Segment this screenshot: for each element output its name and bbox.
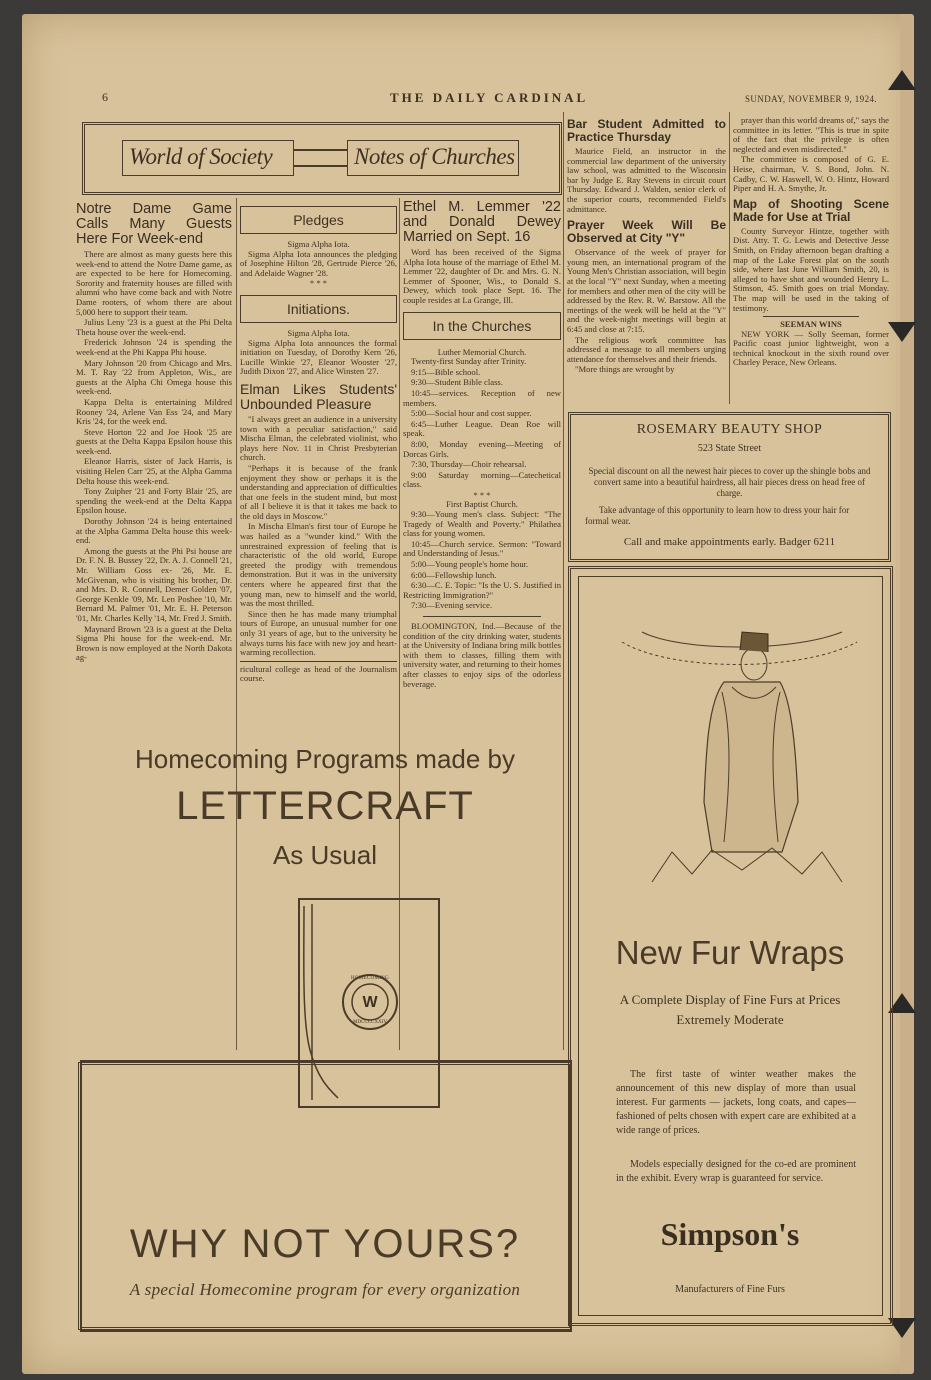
ad-slogan: WHY NOT YOURS? [129, 1222, 521, 1266]
bar-headline: Bar Student Admitted to Practice Thursday [567, 117, 726, 144]
schedule-line: 9:30—Young men's class. Subject: "The Tragedy of Wealth and Poverty." Philathea class for young women. [403, 509, 561, 539]
article-paragraph: Mary Johnson '20 from Chicago and Mrs. M. T. Ray '22 from Appleton, Wis., are guests at the Alpha Chi Omega house this week-end. [76, 357, 232, 397]
article-paragraph: Maynard Brown '23 is a guest at the Delta Sigma Phi house for the week-end. Mr. Brown is now employed at the North Dakota ag- [76, 623, 232, 663]
ad-text: Take advantage of this opportunity to learn how to dress your hair for formal wear. [585, 505, 850, 526]
pledges-column [240, 206, 397, 685]
corner-marker-icon [888, 322, 916, 342]
corner-marker-icon [888, 70, 916, 90]
ad-subheadline: As Usual [272, 840, 378, 870]
article-paragraph: prayer than this world dreams of," says the committee in its letter. "This is true in spite of the fact that the privilege is often neglected and even misdirected." [733, 115, 889, 154]
bloomington-text: BLOOMINGTON, Ind.—Because of the condition of the city drinking water, students at the University of Indiana bring milk bottles with them to classes, filling them with university water, and returning to their homes after classes to enjoy sips of the odorless beverage. [403, 621, 561, 689]
lemmer-headline: Ethel M. Lemmer '22 and Donald Dewey Married on Sept. 16 [403, 199, 561, 245]
article-paragraph: Julius Leny '23 is a guest at the Phi Delta Theta house over the week-end. [76, 317, 232, 337]
church-name: Luther Memorial Church. [437, 346, 527, 357]
banner-right-title: Notes of Churches [354, 144, 515, 169]
article-paragraph: In Mischa Elman's first tour of Europe he was hailed as a "wunder kind." With the unrestrained expression of feeling that is characteristic of the old world, Europe greeted the prodigy with tremendous demonstration. But it was in the university centers where he appeared first that the young man, new to himself and the world, was the most thrilled. [240, 521, 397, 609]
org-name: Sigma Alpha Iota. [287, 327, 350, 338]
initiations-header-box [240, 295, 397, 323]
schedule-line: 10:45—Church service. Sermon: "Toward and Understanding of Jesus." [403, 538, 561, 559]
divider [240, 661, 397, 662]
fur-body: The first taste of winter weather makes the announcement of this new display of more than usual interest. Fur garments — jackets, long coats, and capes—fashioned of pelts chosen with expert care are exhibited at a wide range of prices. [616, 1069, 856, 1136]
schedule-line: 5:00—Young people's home hour. [411, 559, 529, 570]
article-paragraph: There are almost as many guests here this week-end to attend the Notre Dame game, as are expected to be here for Homecoming. Sorority and fraternity houses are filled with alumni who have come back and with Notre Dame rooters, of whom there are about 5,000 here to support their team. [76, 249, 232, 317]
newspaper-title: THE DAILY CARDINAL [390, 90, 589, 105]
map-text: County Surveyor Hintze, together with Dist. Atty. T. G. Lewis and Detective Jesse Smith, on Friday afternoon began drafting a map of the Lake Forest plat on the south side, where last June William Smith, 20, is alleged to have shot and wounded Henry L. Stimson, 45. Smith goes on trial Monday. The map will be used in the taking of testimony. [733, 225, 889, 313]
separator-stars: * * * [473, 489, 491, 500]
news-column-right [733, 116, 889, 369]
page-number: 6 [102, 90, 108, 104]
pledges-heading: Pledges [293, 212, 344, 228]
divider [763, 316, 859, 317]
article-paragraph: "Perhaps it is because of the frank enjoyment they show or perhaps it is the understanding and appreciation of difficulties that one feels in the student mind, but most of all I believe it is that it takes me back to the old days in Moscow." [240, 462, 397, 521]
seal-bottom-text: MDCCCCXXIV [353, 1020, 387, 1025]
seal-top-text: HOMECOMING [351, 976, 389, 981]
article-headline: Notre Dame Game Calls Many Guests Here For Week-end [76, 201, 232, 247]
churches-header-box [403, 312, 561, 340]
rosemary-ad [568, 412, 891, 562]
seeman-text: NEW YORK — Solly Seeman, former Pacific coast junior lightweight, won a technical knockout in the sixth round over Charley Perace, New Orleans. [733, 328, 889, 368]
schedule-line: 6:00—Fellowship lunch. [411, 569, 497, 580]
initiations-text: Sigma Alpha Iota announces the formal initiation on Tuesday, of Dorothy Kern '26, Lucille Winkie '27, Eleanor Wooster '27, Judith Dixon '27, and Alice Winsten '27. [240, 337, 397, 377]
society-column [76, 202, 232, 664]
simpsons-logo: Simpson's [660, 1216, 800, 1252]
churches-heading: In the Churches [432, 317, 532, 334]
schedule-line: 10:45—services. Reception of new members. [403, 387, 561, 408]
article-paragraph: Steve Horton '22 and Joe Hook '25 are guests at the Delta Kappa Epsilon house this week-end. [76, 426, 232, 456]
banner-connector [293, 149, 347, 167]
ad-call-to-action: Call and make appointments early. Badger 6211 [623, 536, 836, 548]
issue-date: SUNDAY, NOVEMBER 9, 1924. [745, 94, 878, 104]
article-paragraph: Among the guests at the Phi Psi house are Dr. F. N. B. Bussey '22, Dr. A. J. Connell '21, Mr. William Goss ex- '26, Mr. E. McGivenan, who is visiting his brother, Dr. and Mrs. D. R. Connell, Demer Golden '07, George Kenkle '09, Mr. Len Poshee '10, Mr. Bernard M. Palmer '01, Mr. E. H. Peterson '01, Mr. Charles Kelly '14, Mr. Fred J. Smith. [76, 545, 232, 623]
article-paragraph: "More things are wrought by [575, 364, 675, 375]
fur-headline: New Fur Wraps [615, 934, 845, 971]
banner-right-box [347, 140, 519, 176]
fur-body: Models especially designed for the co-ed are prominent in the exhibit. Every wrap is guaranteed for service. [616, 1159, 856, 1184]
schedule-line: 9:30—Student Bible class. [411, 377, 503, 388]
map-headline: Map of Shooting Scene Made for Use at Trial [733, 196, 889, 224]
initiations-heading: Initiations. [286, 300, 351, 317]
fur-subheadline: A Complete Display of Fine Furs at Prices Extremely Moderate [619, 992, 841, 1027]
seal-letter: W [362, 994, 378, 1011]
schedule-line: 9:00 Saturday morning—Catechetical class. [403, 469, 561, 490]
society-banner [82, 122, 562, 195]
carry-over-text: ricultural college as head of the Journalism course. [240, 663, 397, 684]
schedule-line: 7:30—Evening service. [411, 600, 493, 611]
bar-text: Maurice Field, an instructor in the commercial law department of the university law school, was admitted to the Wisconsin bar by Judge E. Ray Stevens in circuit court Thursday. Edward J. Walden, senior clerk of the superior courts, recommended Field's admittance. [567, 146, 726, 214]
article-paragraph: "I always greet an audience in a university town with a peculiar satisfaction," said Mischa Elman, the celebrated violinist, who plays here Nov. 11 in Christ Presbyterian church. [240, 413, 397, 463]
banner-left-box [122, 140, 294, 176]
schedule-line: 7:30, Thursday—Choir rehearsal. [411, 459, 527, 470]
org-name: Sigma Alpha Iota. [287, 239, 350, 249]
article-paragraph: Observance of the week of prayer for young men, an international program of the Young Men's Christian association, will begin at the local "Y" next Sunday, when a meeting for members and other men of the city will be addressed by the Rev. R. W. Barstow. All the meetings of the week will be held at the "Y" and the week-night meetings will begin at 6:45 and close at 7:15. [567, 247, 726, 334]
separator-stars: * * * [309, 278, 328, 289]
lemmer-text: Word has been received of the Sigma Alpha Iota house of the marriage of Ethel M. Lemmer '22, daughter of Dr. and Mrs. G. N. Lemmer of Spooner, Wis., to Donald S. Dewey, which took place Sept. 16. The couple resides at La Grange, Ill. [403, 247, 561, 305]
column-rule [729, 112, 730, 404]
news-column [567, 118, 726, 376]
article-paragraph: Frederick Johnson '24 is spending the week-end at the Phi Kappa Phi house. [76, 337, 232, 357]
schedule-line: 8:00, Monday evening—Meeting of Dorcas Girls. [403, 438, 561, 459]
ad-headline: Homecoming Programs made by [134, 744, 516, 774]
shop-name: ROSEMARY BEAUTY SHOP [636, 422, 823, 437]
prayer-headline: Prayer Week Will Be Observed at City "Y" [567, 218, 726, 246]
ad-tagline: A special Homecomine program for every organization [129, 1280, 521, 1299]
article-paragraph: The committee is composed of G. E. Heise, chairman, V. S. Bond, John. N. Cadby, C. W. Haswell, W. O. Hintz, Howard Piper and H. A. Smythe, Jr. [733, 154, 889, 194]
article-paragraph: Eleanor Harris, sister of Jack Harris, is visiting Helen Carr '25, at the Alpha Gamma Delta house this week-end. [76, 456, 232, 486]
ad-brand: LETTERCRAFT [176, 784, 474, 828]
schedule-line: 6:45—Luther League. Dean Roe will speak. [403, 418, 561, 439]
schedule-line: 6:30—C. E. Topic: "Is the U. S. Justified in Restricting Immigration?" [403, 580, 561, 600]
article-paragraph: Kappa Delta is entertaining Mildred Rooney '24, Arlene Van Ess '24, and Mary Kris '24, for the week end. [76, 396, 232, 427]
elman-headline: Elman Likes Students' Unbounded Pleasure [240, 380, 397, 412]
article-paragraph: The religious work committee has addressed a message to all members urging attendance for themselves and their friends. [567, 334, 726, 364]
churches-column [403, 200, 561, 690]
schedule-line: 5:00—Social hour and cost supper. [411, 408, 532, 419]
shop-address: 523 State Street [697, 443, 762, 454]
pledges-header-box [240, 206, 397, 234]
ad-text: Special discount on all the newest hair pieces to cover up the shingle bobs and convert same into a beautiful hairdress, all hair pieces dress on head free of charge. [588, 466, 871, 498]
page-edge [900, 14, 914, 1374]
article-paragraph: Tony Zuipher '21 and Forty Blair '25, are spending the week-end at the Delta Kappa Epsilon house. [76, 486, 232, 516]
banner-left-title: World of Society [129, 144, 273, 169]
program-booklet [298, 898, 440, 1108]
schedule-line: Twenty-first Sunday after Trinity. [411, 356, 527, 367]
column-rule [236, 198, 237, 1050]
article-paragraph: Since then he has made many triumphal tours of Europe, an unusual number for one only 31 years of age, but to the university he always turns his face with new joy and heart-warming recollection. [240, 608, 397, 658]
schedule-line: 9:15—Bible school. [411, 366, 481, 377]
article-paragraph: Dorothy Johnson '24 is being entertained at the Alpha Gamma Delta house this week-end. [76, 516, 232, 546]
seeman-headline: SEEMAN WINS [780, 319, 842, 330]
divider [423, 616, 541, 617]
simpsons-tagline: Manufacturers of Fine Furs [675, 1284, 785, 1295]
church-name: First Baptist Church. [446, 499, 518, 510]
fur-coat-illustration-icon [612, 612, 862, 912]
pledges-text: Sigma Alpha Iota announces the pledging of Josephine Hilton '28, Gertrude Pierce '26, and Adelaide Wagner '28. [240, 248, 397, 278]
column-rule [563, 112, 564, 1050]
